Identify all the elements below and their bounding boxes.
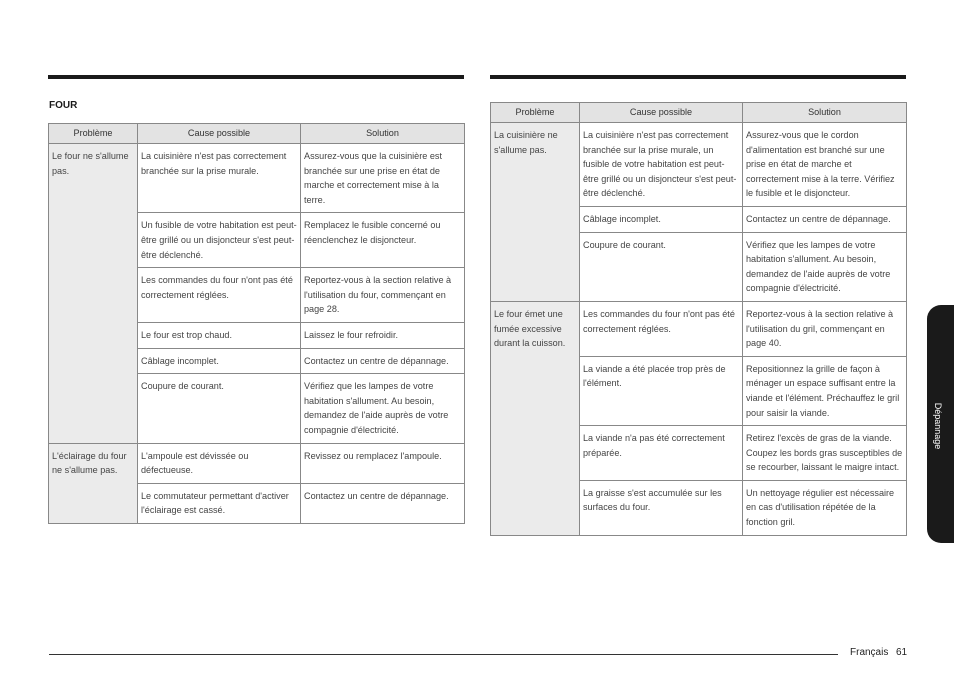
problem-cell: La cuisinière ne s'allume pas. xyxy=(491,123,580,302)
problem-cell: Le four émet une fumée excessive durant la cuisson. xyxy=(491,301,580,535)
solution-cell xyxy=(301,268,465,323)
header-cause: Cause possible xyxy=(138,124,301,144)
header-solution: Solution xyxy=(301,124,465,144)
left-troubleshooting-table xyxy=(48,123,465,524)
header-solution: Solution xyxy=(743,103,907,123)
table-row xyxy=(49,443,465,483)
solution-text: Reportez-vous à la section relative à l'utilisation du gril, commençant en page xyxy=(746,308,894,349)
problem-cell: L'éclairage du four ne s'allume pas. xyxy=(49,443,138,523)
cause-cell: Câblage incomplet. xyxy=(580,206,743,232)
solution-cell: Revissez ou remplacez l'ampoule. xyxy=(301,443,465,483)
cause-cell: Câblage incomplet. xyxy=(138,348,301,374)
cause-cell: Coupure de courant. xyxy=(138,374,301,443)
footer-language: Français xyxy=(850,647,889,658)
solution-cell: Vérifiez que les lampes de votre habitation s'allument. Au besoin, demandez de l'aide auprès de votre compagnie d'électricité. xyxy=(301,374,465,443)
solution-cell: Assurez-vous que le cordon d'alimentation est branché sur une prise en état de marche et correctement mise à la terre. Vérifiez le fusible et le disjoncteur. xyxy=(743,123,907,207)
cause-cell: La graisse s'est accumulée sur les surfaces du four. xyxy=(580,480,743,535)
solution-text: Reportez-vous à la section relative à l'utilisation du four, commençant en page xyxy=(304,275,452,315)
solution-cell: Remplacez le fusible concerné ou réenclenchez le disjoncteur. xyxy=(301,213,465,268)
solution-cell: Contactez un centre de dépannage. xyxy=(301,483,465,523)
page-number: 61 xyxy=(896,647,908,658)
solution-cell: Retirez l'excès de gras de la viande. Coupez les bords gras susceptibles de se recourber, laissant le maigre intact. xyxy=(743,426,907,481)
side-tab-label: Dépannage xyxy=(933,402,943,450)
solution-cell: Un nettoyage régulier est nécessaire en cas d'utilisation répétée de la fonction gril. xyxy=(743,480,907,535)
left-top-rule xyxy=(48,75,464,79)
solution-cell: Contactez un centre de dépannage. xyxy=(301,348,465,374)
cause-cell: Les commandes du four n'ont pas été correctement réglées. xyxy=(138,268,301,323)
cause-cell: Le commutateur permettant d'activer l'éclairage est cassé. xyxy=(138,483,301,523)
header-problem: Problème xyxy=(49,124,138,144)
solution-cell: Laissez le four refroidir. xyxy=(301,322,465,348)
cause-cell: L'ampoule est dévissée ou défectueuse. xyxy=(138,443,301,483)
cause-cell: La viande n'a pas été correctement préparée. xyxy=(580,426,743,481)
cause-cell: La viande a été placée trop près de l'élément. xyxy=(580,356,743,425)
header-cause: Cause possible xyxy=(580,103,743,123)
right-troubleshooting-table xyxy=(490,102,907,536)
solution-cell xyxy=(743,301,907,356)
cause-cell: La cuisinière n'est pas correctement branchée sur la prise murale. xyxy=(138,144,301,213)
cause-cell: Un fusible de votre habitation est peut-être grillé ou un disjoncteur s'est peut-être déclenché. xyxy=(138,213,301,268)
solution-cell: Vérifiez que les lampes de votre habitation s'allument. Au besoin, demandez de l'aide auprès de votre compagnie d'électricité. xyxy=(743,232,907,301)
header-row xyxy=(49,124,465,144)
cause-cell: Coupure de courant. xyxy=(580,232,743,301)
table-row xyxy=(49,144,465,213)
solution-cell: Repositionnez la grille de façon à ménager un espace suffisant entre la viande et l'élément. Préchauffez le gril pour saisir la viande. xyxy=(743,356,907,425)
solution-suffix: . xyxy=(778,338,782,349)
right-top-rule xyxy=(490,75,906,79)
problem-cell: Le four ne s'allume pas. xyxy=(49,144,138,444)
cause-cell: Les commandes du four n'ont pas été correctement réglées. xyxy=(580,301,743,356)
cause-cell: La cuisinière n'est pas correctement branchée sur la prise murale, un fusible de votre habitation est peut-être grillé ou un disjoncteur s'est peut-être déclenché. xyxy=(580,123,743,207)
header-row xyxy=(491,103,907,123)
header-problem: Problème xyxy=(491,103,580,123)
solution-cell: Contactez un centre de dépannage. xyxy=(743,206,907,232)
page-reference-link[interactable]: 40 xyxy=(768,338,779,349)
solution-suffix: . xyxy=(336,304,340,315)
page-reference-link[interactable]: 28 xyxy=(326,304,337,315)
solution-cell: Assurez-vous que la cuisinière est branchée sur une prise en état de marche et correctement mise à la terre. xyxy=(301,144,465,213)
cause-cell: Le four est trop chaud. xyxy=(138,322,301,348)
section-title: FOUR xyxy=(49,100,78,111)
table-row xyxy=(491,123,907,207)
footer-rule xyxy=(49,654,838,655)
table-row xyxy=(491,301,907,356)
